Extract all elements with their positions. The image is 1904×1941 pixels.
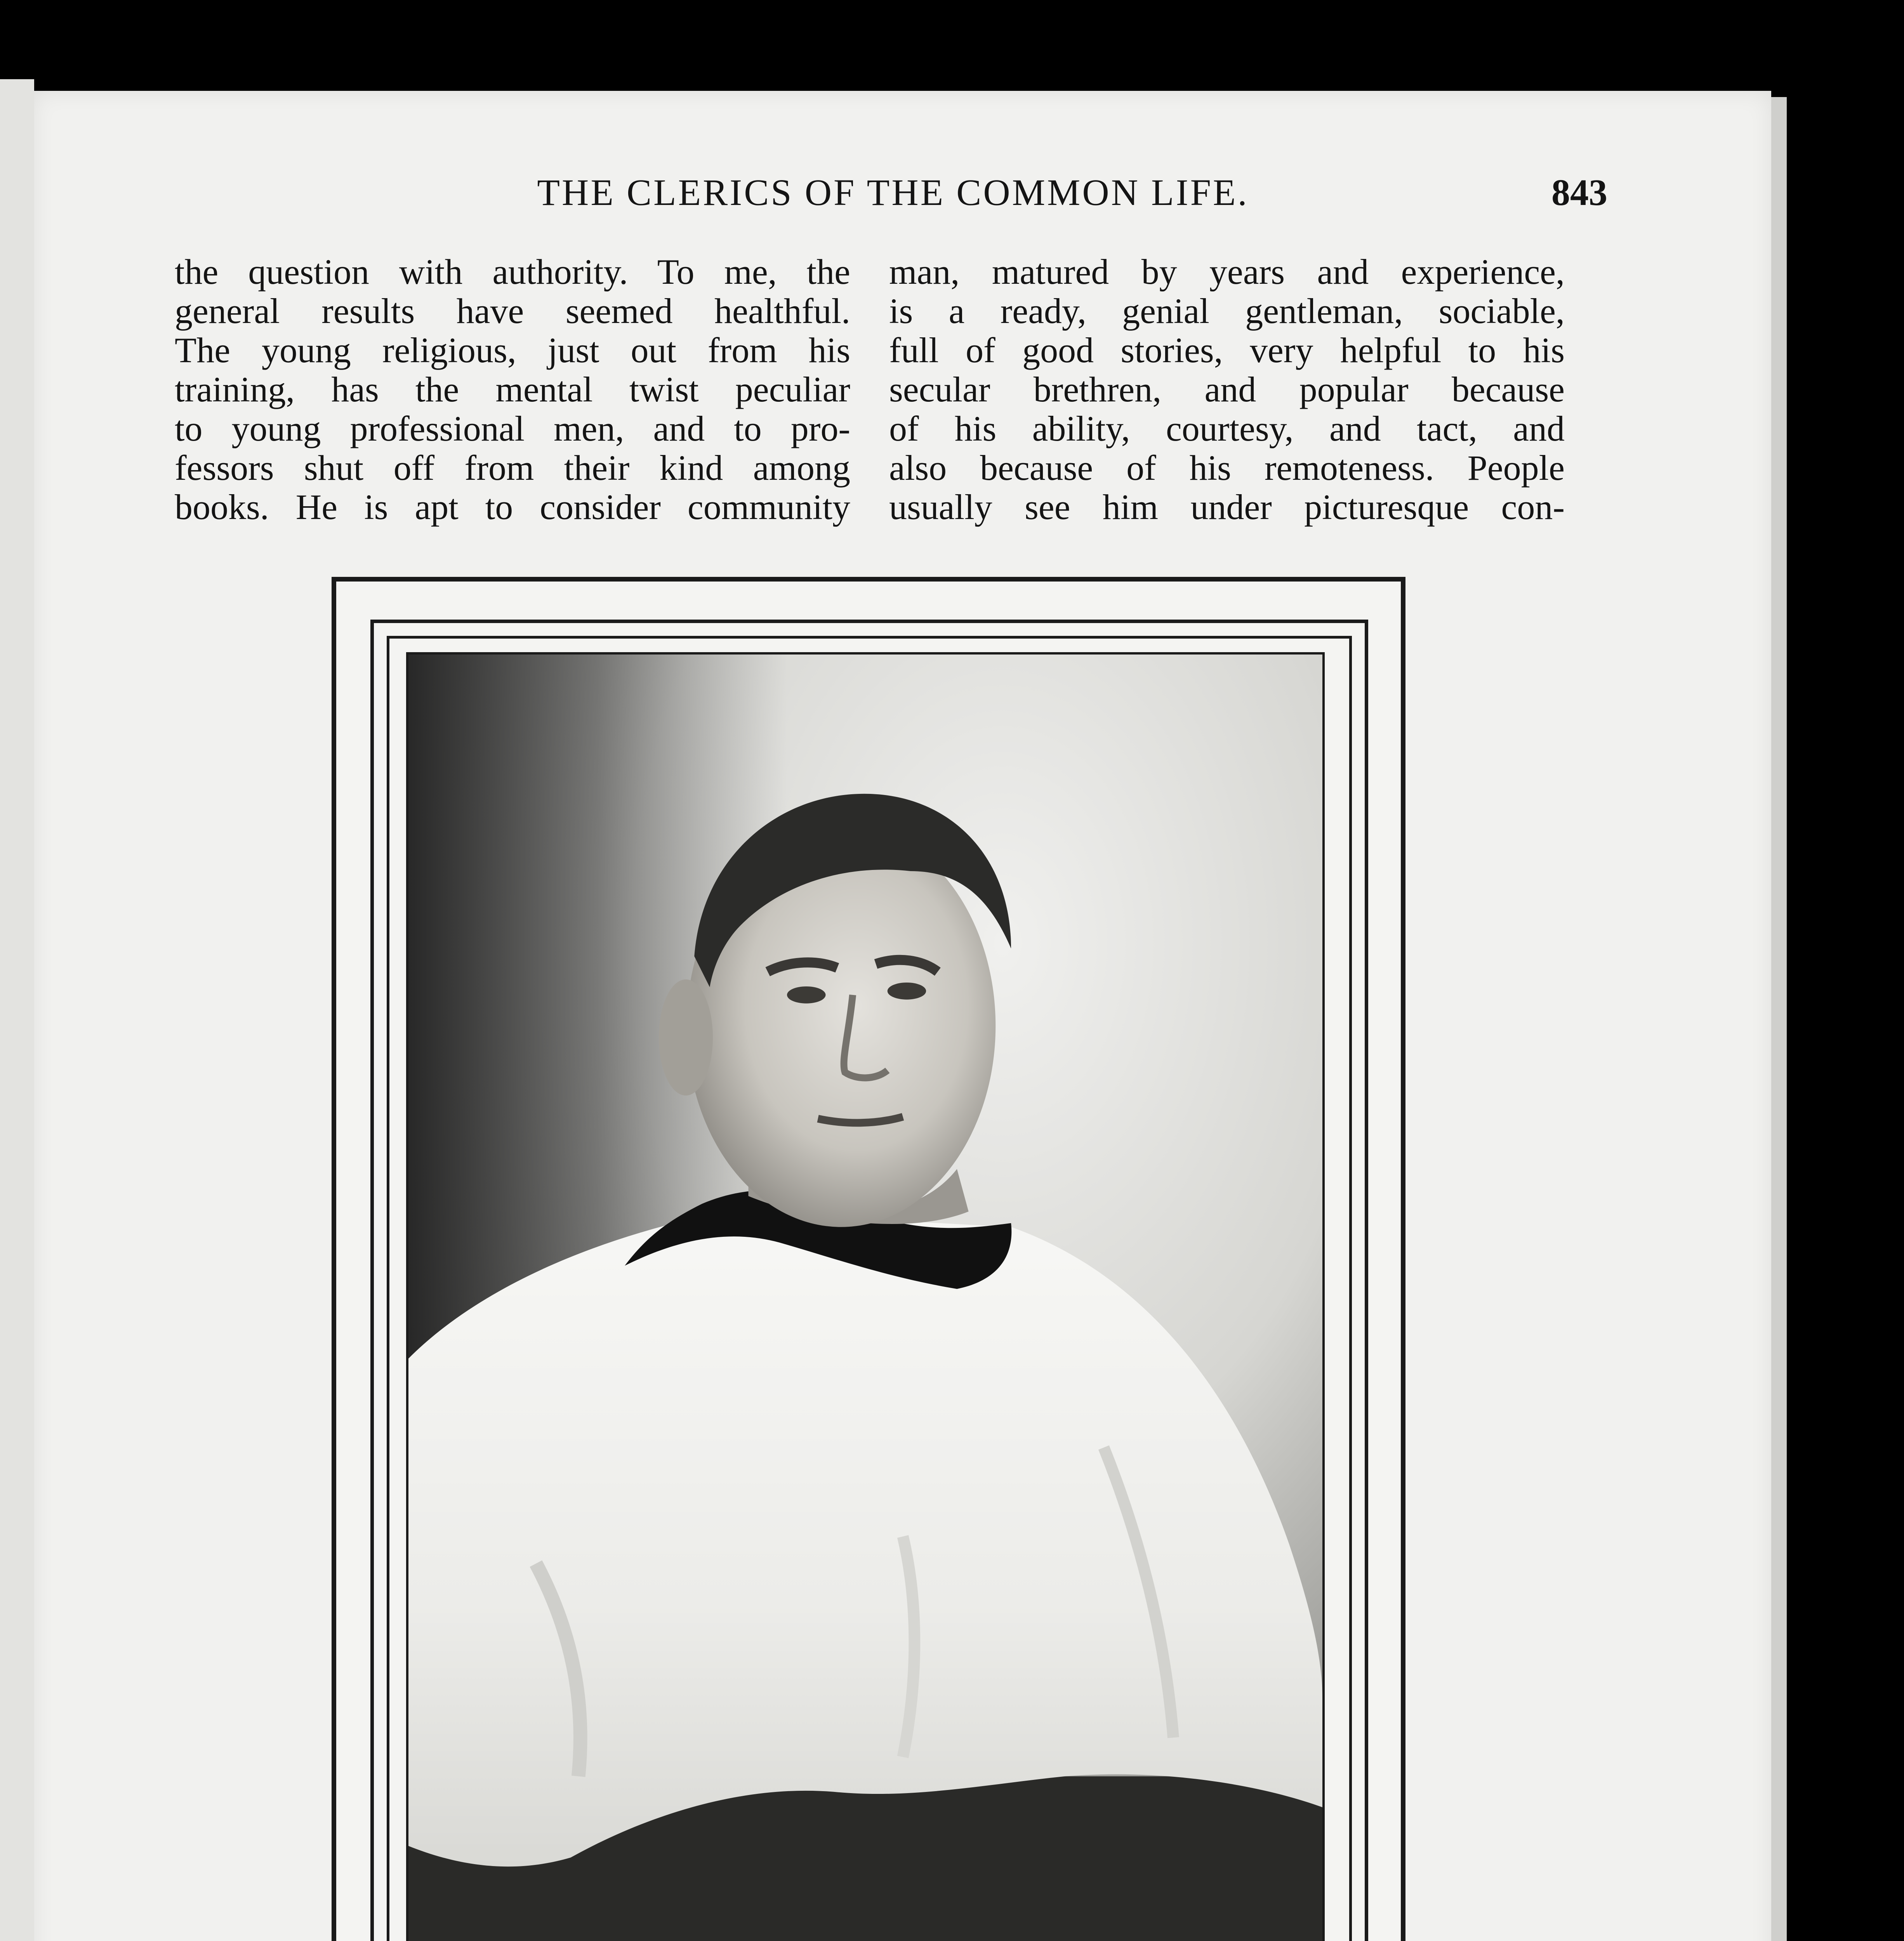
portrait-image — [408, 655, 1322, 1941]
text-line: The young religious, just out from his — [175, 330, 850, 370]
running-head — [0, 171, 1904, 217]
text-line: also because of his remoteness. People — [889, 448, 1565, 488]
paragraph — [175, 252, 850, 527]
facing-page-edge — [0, 79, 34, 1941]
text-line: secular brethren, and popular because — [889, 370, 1565, 409]
page-edge-shadow — [1771, 97, 1787, 1941]
text-line: the question with authority. To me, the — [175, 252, 850, 292]
paragraph — [889, 252, 1565, 527]
text-line: training, has the mental twist peculiar — [175, 370, 850, 409]
text-line: books. He is apt to consider community — [175, 487, 850, 527]
text-line: general results have seemed healthful. — [175, 291, 850, 331]
text-line: usually see him under picturesque con- — [889, 487, 1565, 527]
text-line: man, matured by years and experience, — [889, 252, 1565, 292]
text-line: full of good stories, very helpful to his — [889, 330, 1565, 370]
text-line: of his ability, courtesy, and tact, and — [889, 409, 1565, 448]
running-title: THE CLERICS OF THE COMMON LIFE. — [537, 172, 1249, 213]
text-line: fessors shut off from their kind among — [175, 448, 850, 488]
text-line: is a ready, genial gentleman, sociable, — [889, 291, 1565, 331]
page-number: 843 — [1551, 172, 1607, 213]
column-top-left — [175, 252, 850, 527]
column-top-right — [889, 252, 1565, 527]
portrait-photograph — [406, 652, 1325, 1941]
text-line: to young professional men, and to pro- — [175, 409, 850, 448]
